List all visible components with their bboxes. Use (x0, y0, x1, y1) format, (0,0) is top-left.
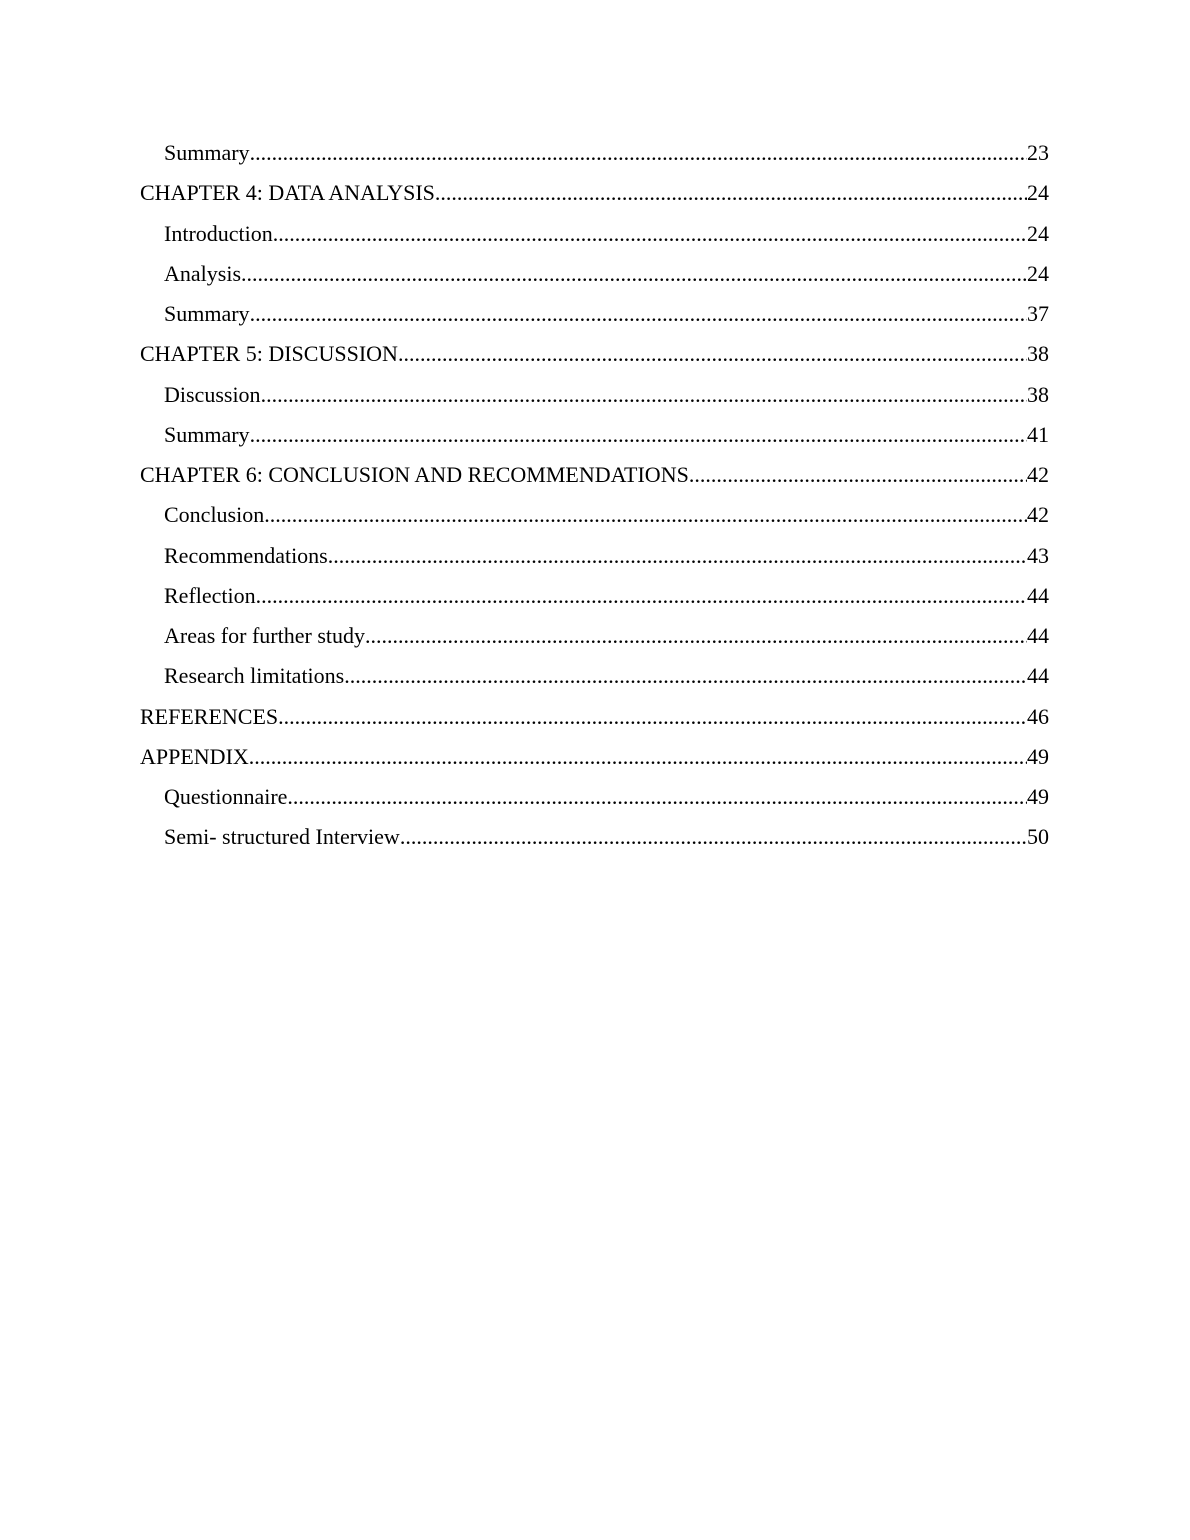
toc-dot-leader (273, 218, 1027, 250)
toc-entry-title: Introduction (164, 220, 273, 246)
toc-entry[interactable] (140, 419, 1049, 459)
toc-entry[interactable] (140, 218, 1049, 258)
toc-entry[interactable] (140, 540, 1049, 580)
toc-entry-title: Conclusion (164, 502, 265, 528)
toc-entry[interactable] (140, 701, 1049, 741)
toc-entry-title: APPENDIX (140, 743, 249, 769)
toc-entry[interactable] (140, 137, 1049, 177)
toc-entry-title: Recommendations (164, 542, 328, 568)
toc-entry-title: REFERENCES (140, 703, 279, 729)
toc-entry-page: 44 (1027, 582, 1049, 608)
toc-entry[interactable] (140, 177, 1049, 217)
toc-entry-page: 49 (1027, 743, 1049, 769)
toc-dot-leader (250, 137, 1027, 169)
toc-entry-page: 23 (1027, 140, 1049, 165)
toc-entry-page: 44 (1027, 663, 1049, 689)
toc-entry-title: Questionnaire (164, 784, 288, 809)
toc-entry[interactable] (140, 620, 1049, 660)
toc-entry-page: 49 (1027, 784, 1049, 809)
toc-dot-leader (400, 821, 1027, 853)
toc-dot-leader (278, 701, 1027, 733)
toc-dot-leader (328, 540, 1027, 572)
toc-entry-page: 38 (1027, 341, 1049, 367)
toc-entry-title: Summary (164, 301, 250, 326)
toc-dot-leader (287, 781, 1027, 813)
toc-dot-leader (250, 419, 1027, 451)
toc-dot-leader (264, 499, 1027, 531)
toc-dot-leader (344, 660, 1027, 692)
toc-dot-leader (241, 258, 1027, 290)
toc-entry-title: Analysis (164, 260, 241, 286)
toc-dot-leader (365, 620, 1027, 652)
toc-entry-title: Reflection (164, 582, 256, 608)
toc-entry[interactable] (140, 580, 1049, 620)
toc-entry-title: Research limitations (164, 663, 345, 689)
toc-dot-leader (250, 298, 1027, 330)
toc-entry-title: Summary (164, 421, 250, 447)
toc-dot-leader (689, 459, 1027, 491)
toc-entry[interactable] (140, 781, 1049, 821)
toc-dot-leader (398, 338, 1027, 370)
toc-entry-title: Discussion (164, 381, 261, 407)
toc-entry[interactable] (140, 258, 1049, 298)
toc-entry[interactable] (140, 660, 1049, 700)
toc-entry-page: 42 (1027, 462, 1049, 487)
toc-entry-page: 24 (1027, 260, 1049, 286)
toc-dot-leader (256, 580, 1027, 612)
toc-entry[interactable] (140, 379, 1049, 419)
toc-entry-title: Areas for further study (164, 623, 365, 648)
toc-dot-leader (435, 177, 1027, 209)
toc-entry-page: 43 (1027, 542, 1049, 568)
toc-entry-page: 24 (1027, 180, 1049, 206)
toc-entry-page: 42 (1027, 502, 1049, 528)
toc-entry-page: 50 (1027, 824, 1049, 850)
toc-entry[interactable] (140, 741, 1049, 781)
toc-entry-page: 46 (1027, 703, 1049, 729)
toc-entry-title: CHAPTER 6: CONCLUSION AND RECOMMENDATIONS (140, 462, 689, 487)
toc-entry[interactable] (140, 338, 1049, 378)
toc-entry-page: 24 (1027, 220, 1049, 246)
table-of-contents (140, 137, 1049, 862)
toc-dot-leader (249, 741, 1027, 773)
toc-entry-title: CHAPTER 5: DISCUSSION (140, 341, 398, 367)
toc-entry[interactable] (140, 459, 1049, 499)
toc-entry[interactable] (140, 298, 1049, 338)
toc-entry-title: Summary (164, 140, 250, 165)
toc-dot-leader (261, 379, 1027, 411)
toc-entry-page: 41 (1027, 421, 1049, 447)
toc-entry-page: 37 (1027, 301, 1049, 326)
toc-entry-title: Semi- structured Interview (164, 824, 400, 850)
toc-entry[interactable] (140, 499, 1049, 539)
toc-entry-page: 38 (1027, 381, 1049, 407)
toc-entry-page: 44 (1027, 623, 1049, 648)
toc-entry[interactable] (140, 821, 1049, 861)
toc-entry-title: CHAPTER 4: DATA ANALYSIS (140, 180, 435, 206)
